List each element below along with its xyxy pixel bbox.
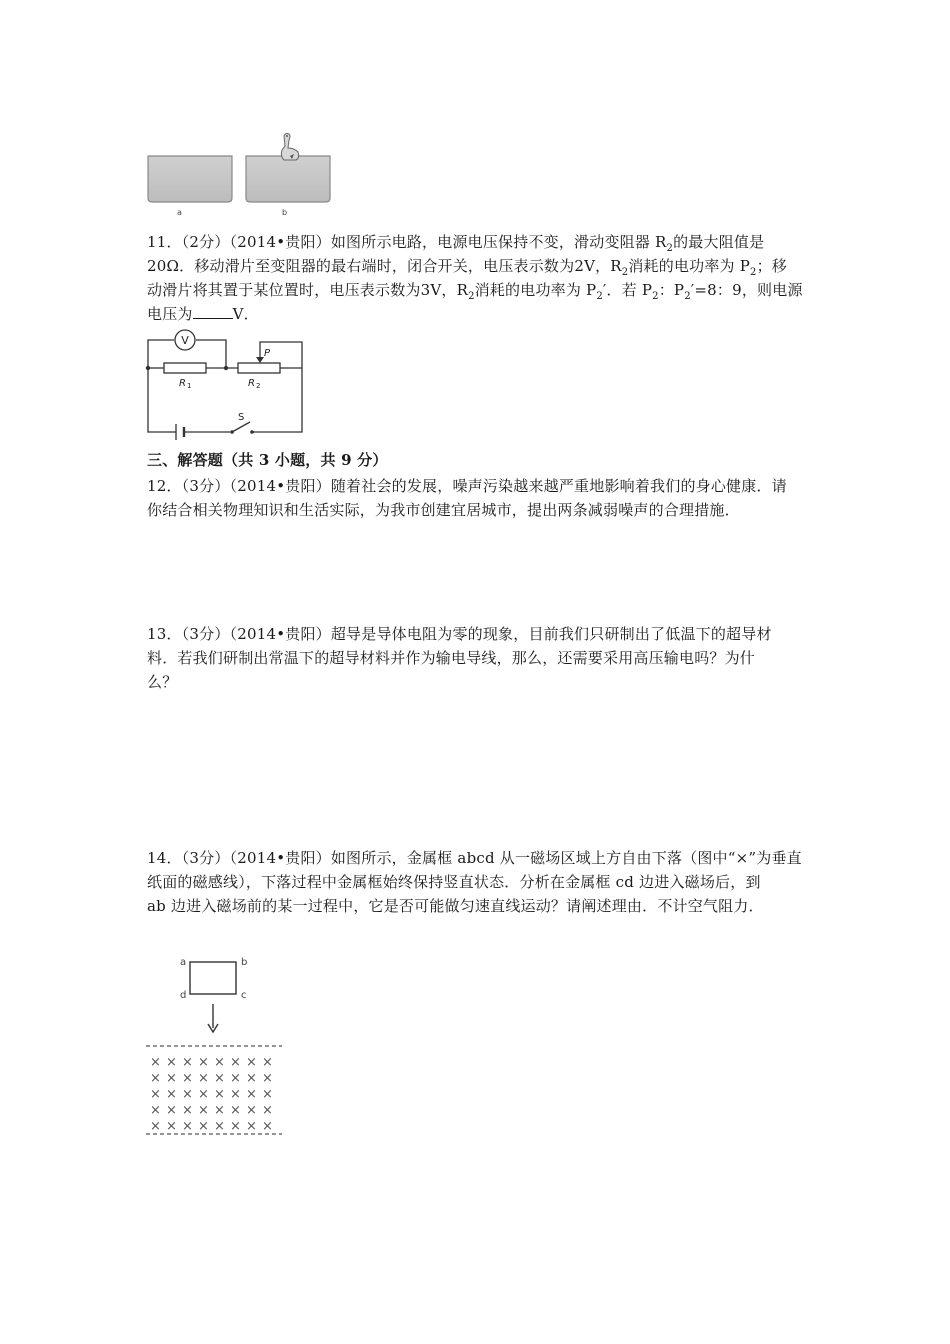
r1-sub: 1 <box>187 382 192 390</box>
field-cross: × <box>166 1071 177 1086</box>
field-cross: × <box>246 1119 257 1134</box>
slider-arrow-icon <box>256 357 264 363</box>
q11-line-3: 动滑片将其置于某位置时，电压表示数为3V，$R_2$消耗的电功率为 $P_2'$．若 $P_2$：$P_2'=8$：9，则电源 <box>147 281 803 302</box>
field-cross: × <box>198 1055 209 1070</box>
field-cross: × <box>150 1087 161 1102</box>
field-cross: × <box>150 1103 161 1118</box>
field-cross: × <box>230 1055 241 1070</box>
field-cross: × <box>214 1119 225 1134</box>
q11-line-2: 20Ω．移动滑片至变阻器的最右端时，闭合开关，电压表示数为2V，$R_2$消耗的电功率为 $P_2$；移 <box>147 257 787 278</box>
switch-icon <box>230 422 254 434</box>
field-cross: × <box>246 1087 257 1102</box>
field-cross: × <box>246 1055 257 1070</box>
battery-icon <box>176 424 184 440</box>
q13-line-1: 13．（3分）（2014•贵阳）超导是导体电阻为零的现象，目前我们只研制出了低温下的超导材 <box>147 625 772 643</box>
q12-line-1: 12．（3分）（2014•贵阳）随着社会的发展，噪声污染越来越严重地影响着我们的身心健康．请 <box>147 477 787 495</box>
field-cross: × <box>214 1071 225 1086</box>
magnetic-field-diagram <box>140 948 290 1140</box>
r2-label: R <box>248 378 255 389</box>
field-cross: × <box>262 1055 273 1070</box>
field-cross: × <box>230 1103 241 1118</box>
section-3-heading: 三、解答题（共 3 小题，共 9 分） <box>147 451 388 469</box>
field-cross: × <box>214 1087 225 1102</box>
q13-line-2: 料．若我们研制出常温下的超导材料并作为输电导线，那么，还需要采用高压输电吗？为什 <box>147 649 756 667</box>
answer-blank[interactable] <box>193 304 233 319</box>
field-cross: × <box>166 1119 177 1134</box>
r1-label: R <box>179 378 186 389</box>
field-cross: × <box>262 1103 273 1118</box>
corner-a: a <box>180 957 187 968</box>
field-cross: × <box>262 1087 273 1102</box>
q14-figure <box>140 948 290 1140</box>
field-cross: × <box>166 1055 177 1070</box>
q13-line-3: 么？ <box>147 673 178 691</box>
q11-line-1: 11．（2分）（2014•贵阳）如图所示电路，电源电压保持不变，滑动变阻器 $R_2$的最大阻值是 <box>147 233 765 254</box>
q11-line-4: 电压为 V． <box>147 305 259 323</box>
q14-line-3: ab 边进入磁场前的某一过程中，它是否可能做匀速直线运动？请阐述理由．不计空气阻力． <box>147 897 764 915</box>
field-cross: × <box>262 1119 273 1134</box>
field-cross: × <box>230 1119 241 1134</box>
slider-label: P <box>264 348 271 359</box>
field-cross: × <box>150 1119 161 1134</box>
field-cross: × <box>182 1087 193 1102</box>
field-cross: × <box>246 1071 257 1086</box>
resistor-r2 <box>238 363 280 373</box>
field-cross: × <box>166 1103 177 1118</box>
field-cross: × <box>214 1055 225 1070</box>
q12-line-2: 你结合相关物理知识和生活实际，为我市创建宜居城市，提出两条减弱噪声的合理措施． <box>147 501 740 519</box>
metal-frame <box>190 962 236 994</box>
field-cross: × <box>182 1071 193 1086</box>
field-cross: × <box>198 1119 209 1134</box>
field-cross: × <box>198 1071 209 1086</box>
field-cross: × <box>230 1071 241 1086</box>
switch-label: S <box>238 412 245 423</box>
voltmeter-label: V <box>181 334 189 347</box>
toy-duck-icon <box>281 133 298 160</box>
basins-illustration <box>140 128 340 220</box>
corner-d: d <box>180 990 187 1001</box>
field-cross: × <box>262 1071 273 1086</box>
label-a: a <box>177 208 182 217</box>
field-cross: × <box>246 1103 257 1118</box>
field-cross: × <box>214 1103 225 1118</box>
field-cross: × <box>198 1087 209 1102</box>
q10-figure <box>140 128 340 220</box>
circuit-diagram <box>140 326 315 446</box>
corner-b: b <box>241 957 248 968</box>
q14-line-2: 纸面的磁感线），下落过程中金属框始终保持竖直状态．分析在金属框 cd 边进入磁场后，到 <box>147 873 761 891</box>
field-cross: × <box>230 1087 241 1102</box>
field-cross: × <box>150 1071 161 1086</box>
field-cross: × <box>198 1103 209 1118</box>
q11-circuit <box>140 326 315 446</box>
r2-sub: 2 <box>256 382 261 390</box>
magnetic-field-crosses <box>150 1055 273 1134</box>
field-cross: × <box>182 1119 193 1134</box>
field-cross: × <box>182 1055 193 1070</box>
corner-c: c <box>241 990 247 1001</box>
resistor-r1 <box>164 363 206 373</box>
field-cross: × <box>150 1055 161 1070</box>
q14-line-1: 14．（3分）（2014•贵阳）如图所示，金属框 abcd 从一磁场区域上方自由下落（图中“×”为垂直 <box>147 849 802 867</box>
label-b: b <box>282 208 288 217</box>
field-cross: × <box>182 1103 193 1118</box>
field-cross: × <box>166 1087 177 1102</box>
